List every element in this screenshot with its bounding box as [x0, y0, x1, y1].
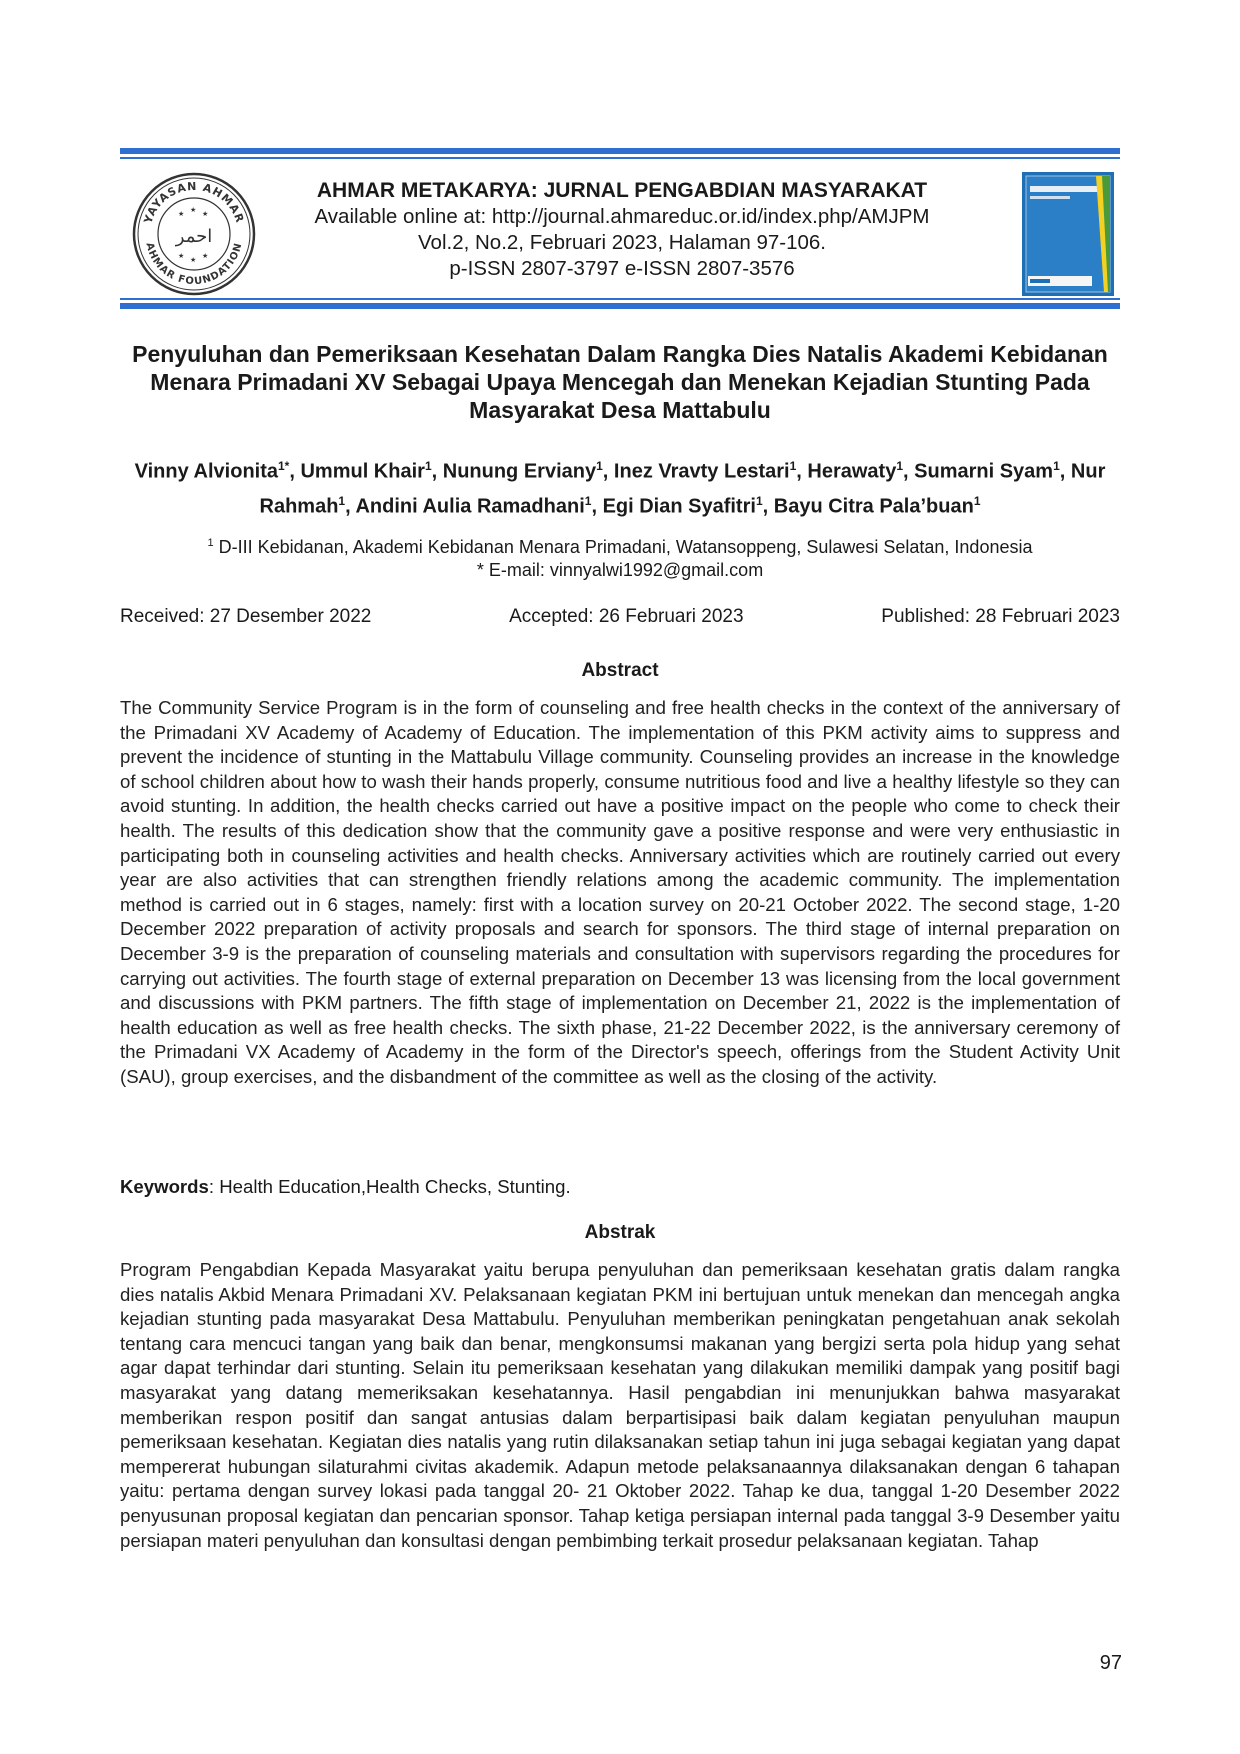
author-mark: 1 — [973, 493, 981, 508]
affiliation-mark: 1 — [207, 537, 214, 549]
author-name: Herawaty — [807, 460, 897, 483]
journal-name: AHMAR METAKARYA: JURNAL PENGABDIAN MASYARAKAT — [316, 179, 928, 202]
paper-title: Penyuluhan dan Pemeriksaan Kesehatan Dalam Rangka Dies Natalis Akademi Kebidanan Menara Primadani XV Sebagai Upaya Mencegah dan Menekan Kejadian Stunting Pada Masyarakat Desa Mattabulu — [132, 341, 1108, 423]
logo-text-bottom: AHMAR FOUNDATION — [143, 241, 245, 288]
published-date: Published: 28 Februari 2023 — [881, 606, 1120, 627]
author-mark: 1 — [755, 493, 763, 508]
author-name: Andini Aulia Ramadhani — [355, 495, 585, 518]
affiliation-text: D-III Kebidanan, Akademi Kebidanan Menara Primadani, Watansoppeng, Sulawesi Selatan, Indonesia — [218, 537, 1033, 557]
svg-text:★: ★ — [190, 206, 197, 214]
author-mark: 1 — [424, 459, 432, 473]
svg-text:★: ★ — [190, 256, 197, 264]
author-mark: 1 — [789, 459, 797, 473]
logo-center-glyph: احمر — [175, 226, 213, 247]
journal-url: Available online at: http://journal.ahmareduc.or.id/index.php/AMJPM — [314, 205, 930, 228]
page-number: 97 — [1099, 1652, 1122, 1674]
svg-text:★: ★ — [202, 210, 209, 218]
keywords-text: : Health Education,Health Checks, Stunting. — [208, 1176, 571, 1197]
affiliation-block — [110, 532, 1130, 582]
journal-info — [262, 178, 982, 282]
abstract-text: The Community Service Program is in the form of counseling and free health checks in the context of the anniversary of the Primadani XV Academy of Academy of Education. The implementation of this PKM activity aims to suppress and prevent the incidence of stunting in the Mattabulu Village community. Counseling provides an increase in the knowledge of school children about how to wash their hands properly, consume nutritious food and live a healthy lifestyle so they can avoid stunting. In addition, the health checks carried out have a positive impact on the people who come to check their health. The results of this dedication show that the community gave a positive response and were very enthusiastic in participating both in counseling activities and health checks. Anniversary activities which are routinely carried out every year are also activities that can strengthen friendly relations among the academic community. The implementation method is carried out in 6 stages, namely: first with a location survey on 20-21 October 2022. The second stage, 1-20 December 2022 preparation of activity proposals and search for sponsors. The third stage of internal preparation on December 3-9 is the preparation of counseling materials and consultation with supervisors regarding the procedures for carrying out activities. The fourth stage of external preparation on December 13 was licensing from the local government and discussions with PKM partners. The fifth stage of implementation on December 21, 2022 is the implementation of health education as well as free health checks. The sixth phase, 21-22 December 2022, is the anniversary ceremony of the Primadani VX Academy of Academy in the form of the Director's speech, offerings from the Student Activity Unit (SAU), group exercises, and the disbandment of the committee as well as the closing of the activity. — [120, 697, 1120, 1087]
svg-text:★: ★ — [202, 252, 209, 260]
foundation-logo — [132, 172, 256, 296]
svg-text:★: ★ — [178, 210, 185, 218]
author-name: Nunung Erviany — [442, 460, 597, 483]
author-name: Ummul Khair — [300, 460, 425, 483]
author-mark: 1* — [278, 459, 290, 473]
author-mark: 1 — [596, 459, 603, 473]
abstract-heading: Abstract — [581, 660, 659, 681]
author-mark: 1 — [584, 493, 592, 508]
author-name: Bayu Citra Pala’buan — [773, 495, 974, 518]
journal-volume: Vol.2, No.2, Februari 2023, Halaman 97-106. — [418, 231, 826, 254]
svg-text:★: ★ — [178, 252, 185, 260]
keywords-line — [120, 1176, 1120, 1198]
author-list: Vinny Alvionita$^{1*}$, Ummul Khair$^1$, Nunung Erviany$^1$, Inez Vravty Lestari$^1$, Herawaty$^1$, Sumarni Syam$^1$, Nur Rahmah$^1$, Andini Aulia Ramadhani$^1$, Egi Dian Syafitri$^1$, Bayu Citra Pala’buan$^1$ — [134, 459, 1106, 518]
logo-text-top: YAYASAN AHMAR — [141, 179, 247, 226]
abstrak-text: Program Pengabdian Kepada Masyarakat yaitu berupa penyuluhan dan pemeriksaan kesehatan gratis dalam rangka dies natalis Akbid Menara Primadani XV. Pelaksanaan kegiatan PKM ini bertujuan untuk menekan dan mencegah angka kejadian stunting pada masyarakat Desa Mattabulu. Penyuluhan memberikan peningkatan pengetahuan anak sekolah tentang cara mencuci tangan yang baik dan benar, mengkonsumsi makanan yang bergizi serta pola hidup yang sehat agar dapat terhindar dari stunting. Selain itu pemeriksaan kesehatan yang dilakukan memiliki dampak yang positif bagi masyarakat yang datang memeriksakan kesehatannya. Hasil pengabdian ini menunjukkan bahwa masyarakat memberikan respon positif dan sangat antusias dalam berpartisipasi baik dalam kegiatan penyuluhan maupun pemeriksaan kesehatan. Kegiatan dies natalis yang rutin dilaksanakan setiap tahun ini juga sebagai kegiatan yang dapat mempererat hubungan silaturahmi civitas akademik. Adapun metode pelaksanaannya dilaksanakan dengan 6 tahapan yaitu: pertama dengan survey lokasi pada tanggal 20- 21 Oktober 2022. Tahap ke dua, tanggal 1-20 Desember 2022 penyusunan proposal kegiatan dan pencarian sponsor. Tahap ketiga persiapan internal pada tanggal 3-9 Desember yaitu persiapan materi penyuluhan dan konsultasi dengan pembimbing terkait prosedur pelaksanaan kegiatan. Tahap — [120, 1259, 1120, 1551]
journal-cover-image — [1022, 172, 1114, 296]
author-mark: 1 — [1053, 459, 1060, 473]
author-mark: 1 — [338, 493, 346, 508]
header-bottom-rule — [120, 298, 1120, 309]
received-date: Received: 27 Desember 2022 — [120, 606, 372, 627]
author-name: Sumarni Syam — [914, 460, 1054, 483]
author-name: Egi Dian Syafitri — [602, 495, 756, 518]
abstrak-heading: Abstrak — [584, 1222, 656, 1243]
author-name: Nur Rahmah — [259, 460, 1106, 518]
affiliation-line — [110, 532, 1130, 559]
keywords-label: Keywords — [120, 1176, 209, 1197]
author-name: Inez Vravty Lestari — [613, 460, 790, 483]
author-name: Vinny Alvionita — [134, 460, 278, 483]
author-mark: 1 — [896, 459, 904, 473]
journal-issn: p-ISSN 2807-3797 e-ISSN 2807-3576 — [449, 257, 795, 280]
header-top-rule — [120, 148, 1120, 159]
accepted-date: Accepted: 26 Februari 2023 — [509, 606, 744, 627]
publication-dates — [120, 606, 1120, 628]
corresponding-email: * E-mail: vinnyalwi1992@gmail.com — [476, 560, 764, 580]
